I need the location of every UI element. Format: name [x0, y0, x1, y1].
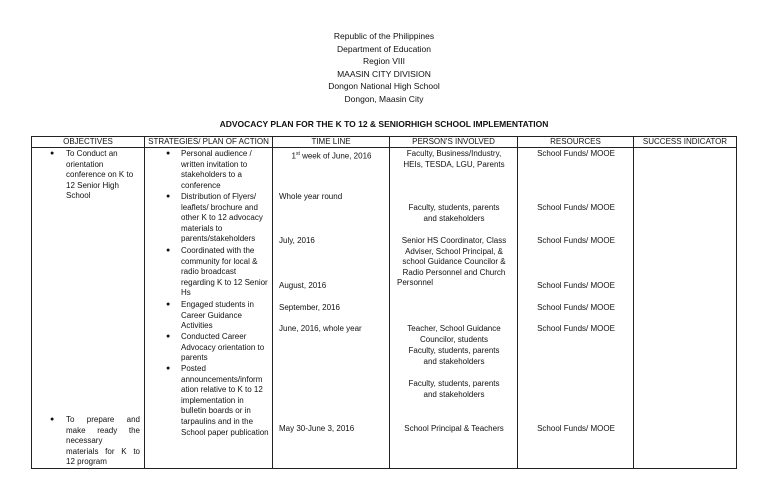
strategy-item: Posted announcements/inform ation relative to K to 12 implementation in bulletin boards or in tarpaulins and in the School paper publication [181, 364, 269, 437]
objective-item: To Conduct an orientation conference on K to 12 Senior High School [66, 149, 134, 201]
strategies-cell [145, 148, 273, 469]
persons-entry: Faculty, Business/Industry, HEIs, TESDA, LGU, Parents [403, 149, 505, 169]
resource-entry: School Funds/ MOOE [537, 281, 615, 290]
bullet-icon: ● [166, 247, 171, 254]
timeline-entry: June, 2016, whole year [279, 324, 362, 333]
bullet-icon: ● [166, 333, 171, 340]
resource-entry: School Funds/ MOOE [537, 324, 615, 333]
strategy-item: Engaged students in Career Guidance Activities [181, 300, 254, 331]
bullet-icon: ● [50, 150, 55, 157]
persons-entry: Teacher, School Guidance Councilor, students [407, 324, 501, 344]
column-header: SUCCESS INDICATOR [634, 137, 737, 148]
letterhead-line: Dongon, Maasin City [344, 93, 424, 104]
bullet-icon: ● [50, 416, 55, 423]
document-title: ADVOCACY PLAN FOR THE K TO 12 & SENIORHIGH SCHOOL IMPLEMENTATION [219, 119, 549, 129]
strategy-item: Conducted Career Advocacy orientation to parents [181, 332, 265, 363]
column-header: TIME LINE [273, 137, 390, 148]
column-header: OBJECTIVES [32, 137, 145, 148]
bullet-icon: ● [166, 365, 171, 372]
resource-entry: School Funds/ MOOE [537, 424, 615, 433]
timeline-entry: May 30-June 3, 2016 [279, 424, 355, 433]
bullet-icon: ● [166, 301, 171, 308]
persons-entry: Faculty, students, parents and stakeholders [408, 379, 500, 399]
table-header-row [32, 137, 737, 148]
letterhead-line: Dongon National High School [328, 81, 440, 91]
strategy-item: Personal audience / written invitation to stakeholders to a conference [181, 149, 252, 190]
resources-cell [518, 148, 634, 469]
resource-entry: School Funds/ MOOE [537, 149, 615, 158]
success-indicator-cell [634, 148, 737, 469]
persons-entry: Faculty, students, parents and stakeholders [408, 346, 500, 366]
timeline-entry: July, 2016 [279, 236, 315, 245]
strategy-item: Coordinated with the community for local & radio broadcast regarding K to 12 Senior Hs [181, 246, 268, 298]
letterhead-line: Republic of the Philippines [333, 31, 435, 41]
letterhead-line: MAASIN CITY DIVISION [337, 68, 431, 79]
timeline-entry: August, 2016 [279, 281, 327, 290]
persons-entry: School Principal & Teachers [404, 424, 504, 433]
timeline-entry: 1st week of June, 2016 [291, 151, 372, 161]
advocacy-plan-table [31, 136, 737, 469]
resource-entry: School Funds/ MOOE [537, 303, 615, 312]
resource-entry: School Funds/ MOOE [537, 203, 615, 212]
strategy-item: Distribution of Flyers/ leaflets/ brochure and other K to 12 advocacy materials to parents/stakeholders [181, 192, 263, 244]
persons-entry: Faculty, students, parents and stakeholders [408, 203, 500, 223]
timeline-entry: September, 2016 [279, 303, 340, 312]
timeline-cell [273, 148, 390, 469]
letterhead-line: Region VIII [362, 56, 406, 66]
letterhead-line: Department of Education [336, 43, 432, 54]
column-header: PERSON'S INVOLVED [390, 137, 518, 148]
column-header: STRATEGIES/ PLAN OF ACTION [145, 137, 273, 148]
objective-item: To prepare and make ready the necessary materials for K to 12 program [66, 415, 140, 467]
persons-entry: Senior HS Coordinator, Class Adviser, School Principal, & school Guidance Councilor & Radio Personnel and Church Personnel [397, 236, 507, 288]
persons-cell [390, 148, 518, 469]
timeline-entry: Whole year round [279, 192, 343, 201]
table-row [32, 148, 737, 469]
column-header: RESOURCES [518, 137, 634, 148]
resource-entry: School Funds/ MOOE [537, 236, 615, 245]
objectives-cell [32, 148, 145, 469]
bullet-icon: ● [166, 193, 171, 200]
letterhead [0, 30, 768, 105]
bullet-icon: ● [166, 150, 171, 157]
